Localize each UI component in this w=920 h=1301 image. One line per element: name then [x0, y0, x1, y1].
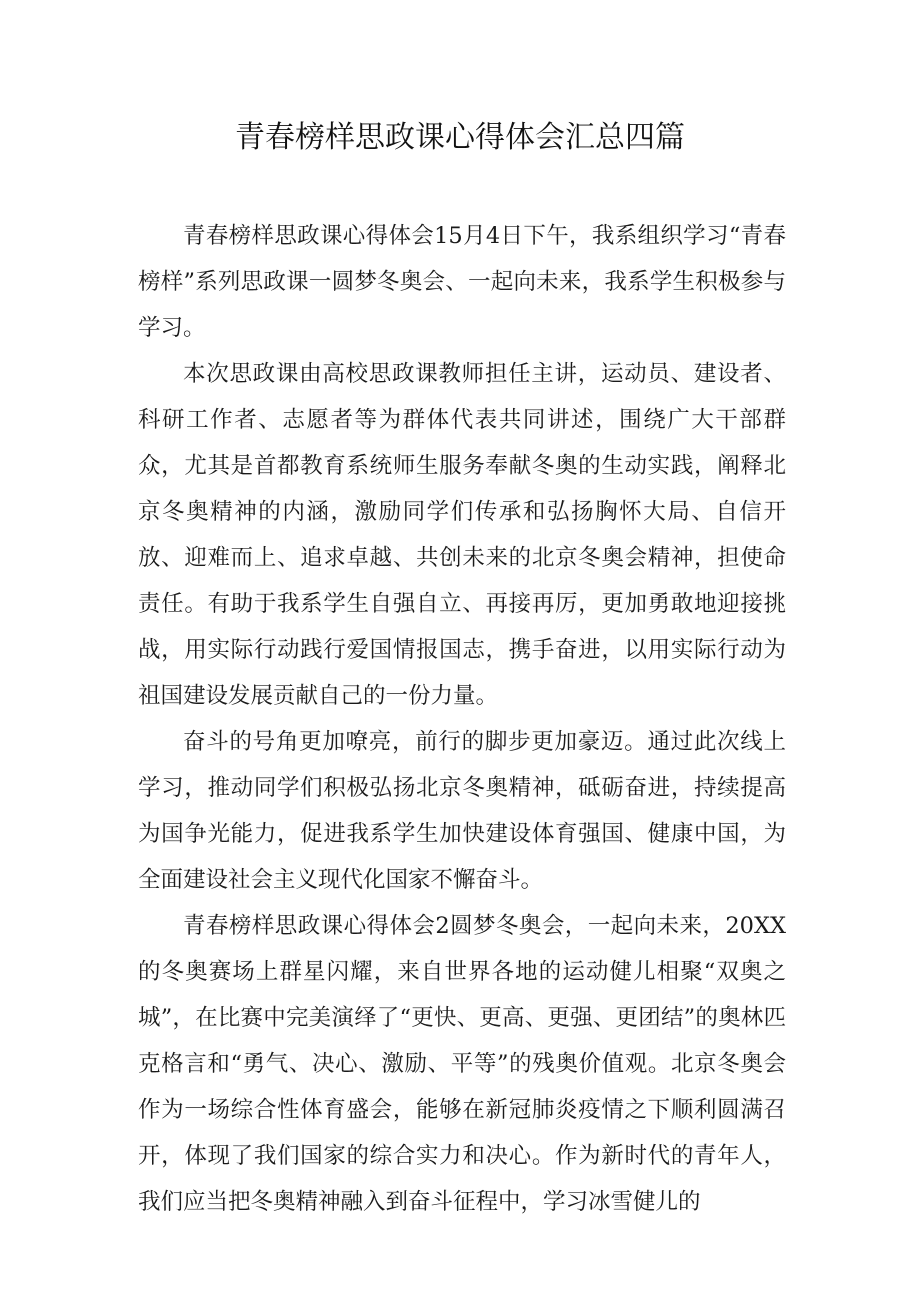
paragraph-1: 青春榜样思政课心得体会15月4日下午，我系组织学习“青春榜样”系列思政课一圆梦冬奥会、一起向未来，我系学生积极参与学习。 [138, 223, 786, 341]
paragraph-4: 青春榜样思政课心得体会2圆梦冬奥会，一起向未来，20XX的冬奥赛场上群星闪耀，来自世界各地的运动健儿相聚“双奥之城”，在比赛中完美演绎了“更快、更高、更强、更团结”的奥林匹克格言和“勇气、决心、激励、平等”的残奥价值观。北京冬奥会作为一场综合性体育盛会，能够在新冠肺炎疫情之下顺利圆满召开，体现了我们国家的综合实力和决心。作为新时代的青年人，我们应当把冬奥精神融入到奋斗征程中，学习冰雪健儿的 [138, 913, 786, 1215]
paragraph-3: 奋斗的号角更加嘹亮，前行的脚步更加豪迈。通过此次线上学习，推动同学们积极弘扬北京冬奥精神，砥砺奋进，持续提高为国争光能力，促进我系学生加快建设体育强国、健康中国，为全面建设社会主义现代化国家不懈奋斗。 [138, 729, 786, 893]
paragraph-2: 本次思政课由高校思政课教师担任主讲，运动员、建设者、科研工作者、志愿者等为群体代表共同讲述，围绕广大干部群众，尤其是首都教育系统师生服务奉献冬奥的生动实践，阐释北京冬奥精神的内涵，激励同学们传承和弘扬胸怀大局、自信开放、迎难而上、追求卓越、共创未来的北京冬奥会精神，担使命责任。有助于我系学生自强自立、再接再厉，更加勇敢地迎接挑战，用实际行动践行爱国情报国志，携手奋进，以用实际行动为祖国建设发展贡献自己的一份力量。 [138, 361, 786, 709]
document-title: 青春榜样思政课心得体会汇总四篇 [235, 120, 685, 155]
document-body [138, 213, 786, 1225]
